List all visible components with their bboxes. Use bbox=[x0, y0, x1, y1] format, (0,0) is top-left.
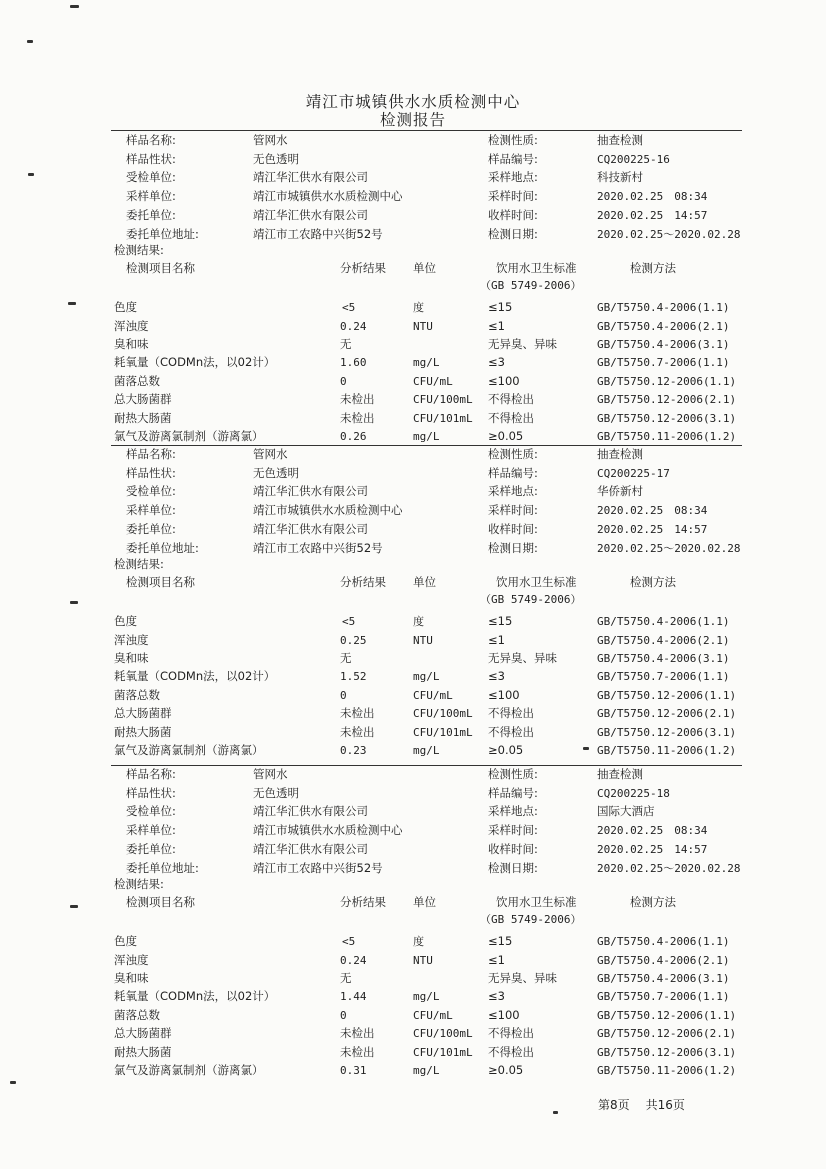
result-method: GB/T5750.4-2006(3.1) bbox=[597, 652, 730, 665]
result-standard: ≥0.05 bbox=[488, 743, 524, 757]
scan-speck bbox=[27, 40, 33, 43]
col-header-result: 分析结果 bbox=[340, 261, 386, 276]
test-nature-value: 抽查检测 bbox=[597, 447, 643, 461]
result-method: GB/T5750.12-2006(3.1) bbox=[597, 1045, 737, 1059]
result-standard: ≤1 bbox=[488, 318, 505, 333]
result-unit: CFU/mL bbox=[413, 1008, 453, 1022]
inspected-unit-label: 受检单位: bbox=[126, 804, 176, 819]
result-item: 耗氧量（CODMn法，以02计） bbox=[114, 355, 276, 370]
col-header-unit: 单位 bbox=[413, 261, 436, 276]
client-address-value: 靖江市工农路中兴街52号 bbox=[253, 860, 383, 875]
sample-status-value: 无色透明 bbox=[253, 785, 299, 800]
result-standard: ≤3 bbox=[488, 355, 505, 370]
sample-no-value: CQ200225-18 bbox=[597, 786, 670, 800]
sampling-time-label: 采样时间: bbox=[488, 823, 538, 838]
result-item: 菌落总数 bbox=[114, 1007, 160, 1022]
report-org-title: 靖江市城镇供水水质检测中心 bbox=[305, 93, 521, 111]
sample-status-label: 样品性状: bbox=[126, 151, 176, 166]
sampling-time-label: 采样时间: bbox=[488, 503, 538, 518]
section-rule bbox=[111, 445, 742, 446]
result-value: 未检出 bbox=[340, 724, 375, 739]
result-method: GB/T5750.4-2006(3.1) bbox=[597, 972, 730, 985]
result-standard: ≤100 bbox=[488, 687, 520, 702]
results-label: 检测结果: bbox=[114, 877, 164, 892]
test-nature-value: 抽查检测 bbox=[597, 767, 643, 781]
sample-status-label: 样品性状: bbox=[126, 785, 176, 800]
result-value: <5 bbox=[342, 615, 356, 629]
result-unit: mg/L bbox=[413, 670, 440, 684]
scan-speck bbox=[583, 747, 589, 750]
sample-name-label: 样品名称: bbox=[126, 447, 176, 461]
result-value: 1.52 bbox=[340, 670, 367, 684]
result-method: GB/T5750.11-2006(1.2) bbox=[597, 1064, 737, 1077]
client-unit-value: 靖江华汇供水有限公司 bbox=[253, 207, 368, 222]
test-nature-value: 抽查检测 bbox=[597, 133, 643, 147]
result-standard: ≤1 bbox=[488, 952, 505, 967]
result-method: GB/T5750.12-2006(3.1) bbox=[597, 411, 737, 425]
result-unit: mg/L bbox=[413, 356, 440, 370]
col-header-item: 检测项目名称 bbox=[126, 895, 195, 910]
sample-name-value: 管网水 bbox=[253, 133, 288, 147]
col-header-method: 检测方法 bbox=[630, 575, 676, 590]
scan-speck bbox=[70, 905, 78, 908]
client-address-value: 靖江市工农路中兴街52号 bbox=[253, 226, 383, 241]
receive-time-value: 2020.02.25 14:57 bbox=[597, 522, 708, 536]
result-unit: CFU/101mL bbox=[413, 411, 473, 425]
sampling-unit-label: 采样单位: bbox=[126, 823, 176, 838]
test-date-label: 检测日期: bbox=[488, 540, 538, 555]
sampling-time-label: 采样时间: bbox=[488, 189, 538, 204]
receive-time-label: 收样时间: bbox=[488, 841, 538, 856]
client-address-label: 委托单位地址: bbox=[126, 226, 199, 241]
sample-no-label: 样品编号: bbox=[488, 785, 538, 800]
result-unit: mg/L bbox=[413, 990, 440, 1004]
result-value: 1.60 bbox=[340, 356, 367, 370]
client-unit-label: 委托单位: bbox=[126, 207, 176, 222]
sample-status-label: 样品性状: bbox=[126, 465, 176, 480]
receive-time-label: 收样时间: bbox=[488, 207, 538, 222]
result-item: 臭和味 bbox=[114, 651, 149, 665]
sample-status-value: 无色透明 bbox=[253, 151, 299, 166]
sample-no-label: 样品编号: bbox=[488, 151, 538, 166]
result-value: 0.24 bbox=[340, 953, 367, 967]
col-header-method: 检测方法 bbox=[630, 895, 676, 910]
sample-status-value: 无色透明 bbox=[253, 465, 299, 480]
result-unit: mg/L bbox=[413, 1064, 440, 1077]
page-number: 第8页 bbox=[598, 1098, 630, 1112]
result-standard: 不得检出 bbox=[488, 724, 534, 739]
result-method: GB/T5750.4-2006(1.1) bbox=[597, 301, 730, 315]
sampling-time-value: 2020.02.25 08:34 bbox=[597, 190, 708, 204]
col-header-method: 检测方法 bbox=[630, 261, 676, 276]
result-value: 0.31 bbox=[340, 1064, 367, 1077]
result-item: 总大肠菌群 bbox=[114, 392, 172, 407]
sampling-time-value: 2020.02.25 08:34 bbox=[597, 824, 708, 838]
receive-time-value: 2020.02.25 14:57 bbox=[597, 842, 708, 856]
test-nature-label: 检测性质: bbox=[488, 133, 538, 147]
sampling-time-value: 2020.02.25 08:34 bbox=[597, 504, 708, 518]
test-date-label: 检测日期: bbox=[488, 226, 538, 241]
result-value: 未检出 bbox=[340, 706, 375, 721]
page-footer bbox=[598, 1096, 701, 1113]
report-title: 检测报告 bbox=[379, 111, 446, 129]
result-item: 臭和味 bbox=[114, 971, 149, 985]
sample-name-value: 管网水 bbox=[253, 767, 288, 781]
result-item: 耗氧量（CODMn法，以02计） bbox=[114, 669, 276, 684]
result-method: GB/T5750.12-2006(2.1) bbox=[597, 707, 737, 721]
scan-speck bbox=[28, 173, 34, 176]
client-unit-label: 委托单位: bbox=[126, 841, 176, 856]
result-unit: 度 bbox=[413, 615, 424, 629]
result-standard: 无异臭、异味 bbox=[488, 971, 557, 985]
result-standard: ≤100 bbox=[488, 373, 520, 388]
result-item: 耗氧量（CODMn法，以02计） bbox=[114, 989, 276, 1004]
result-method: GB/T5750.7-2006(1.1) bbox=[597, 670, 730, 684]
result-value: 未检出 bbox=[340, 392, 375, 407]
client-unit-value: 靖江华汇供水有限公司 bbox=[253, 521, 368, 536]
result-method: GB/T5750.12-2006(2.1) bbox=[597, 1027, 737, 1041]
result-method: GB/T5750.12-2006(2.1) bbox=[597, 393, 737, 407]
sampling-site-value: 华侨新村 bbox=[597, 484, 643, 499]
test-nature-label: 检测性质: bbox=[488, 447, 538, 461]
result-value: 0 bbox=[340, 688, 347, 702]
col-header-standard-sub: （GB 5749-2006） bbox=[480, 279, 582, 293]
result-standard: 不得检出 bbox=[488, 1044, 534, 1059]
result-item: 氯气及游离氯制剂（游离氯） bbox=[114, 743, 264, 757]
results-label: 检测结果: bbox=[114, 557, 164, 572]
result-standard: ≥0.05 bbox=[488, 1063, 524, 1077]
result-method: GB/T5750.4-2006(2.1) bbox=[597, 953, 730, 967]
result-item: 菌落总数 bbox=[114, 687, 160, 702]
result-unit: CFU/100mL bbox=[413, 707, 473, 721]
results-label: 检测结果: bbox=[114, 243, 164, 258]
col-header-unit: 单位 bbox=[413, 895, 436, 910]
result-value: 未检出 bbox=[340, 1026, 375, 1041]
result-method: GB/T5750.4-2006(3.1) bbox=[597, 338, 730, 351]
sampling-unit-label: 采样单位: bbox=[126, 189, 176, 204]
result-standard: 不得检出 bbox=[488, 410, 534, 425]
result-standard: ≤15 bbox=[488, 614, 513, 629]
section-rule bbox=[111, 130, 742, 131]
result-item: 色度 bbox=[114, 300, 137, 315]
scan-speck bbox=[10, 1081, 16, 1084]
result-standard: ≤100 bbox=[488, 1007, 520, 1022]
result-item: 氯气及游离氯制剂（游离氯） bbox=[114, 429, 264, 443]
result-method: GB/T5750.7-2006(1.1) bbox=[597, 356, 730, 370]
result-value: <5 bbox=[342, 301, 356, 315]
test-nature-label: 检测性质: bbox=[488, 767, 538, 781]
sampling-site-value: 科技新村 bbox=[597, 170, 643, 185]
sample-no-value: CQ200225-16 bbox=[597, 152, 670, 166]
col-header-unit: 单位 bbox=[413, 575, 436, 590]
result-method: GB/T5750.12-2006(1.1) bbox=[597, 374, 737, 388]
result-method: GB/T5750.4-2006(1.1) bbox=[597, 935, 730, 949]
receive-time-value: 2020.02.25 14:57 bbox=[597, 208, 708, 222]
result-unit: CFU/mL bbox=[413, 688, 453, 702]
result-standard: ≥0.05 bbox=[488, 429, 524, 443]
col-header-standard: 饮用水卫生标准 bbox=[496, 575, 577, 590]
result-method: GB/T5750.4-2006(2.1) bbox=[597, 633, 730, 647]
sampling-unit-value: 靖江市城镇供水水质检测中心 bbox=[253, 503, 403, 518]
result-method: GB/T5750.12-2006(1.1) bbox=[597, 688, 737, 702]
sampling-unit-value: 靖江市城镇供水水质检测中心 bbox=[253, 823, 403, 838]
result-unit: mg/L bbox=[413, 430, 440, 443]
sampling-site-label: 采样地点: bbox=[488, 804, 538, 819]
result-standard: 无异臭、异味 bbox=[488, 337, 557, 351]
result-value: 无 bbox=[340, 971, 352, 985]
sampling-unit-value: 靖江市城镇供水水质检测中心 bbox=[253, 189, 403, 204]
test-date-value: 2020.02.25～2020.02.28 bbox=[597, 541, 741, 555]
scan-speck bbox=[70, 601, 78, 604]
result-value: 0.24 bbox=[340, 319, 367, 333]
result-standard: ≤15 bbox=[488, 300, 513, 315]
col-header-result: 分析结果 bbox=[340, 895, 386, 910]
inspected-unit-value: 靖江华汇供水有限公司 bbox=[253, 484, 368, 499]
result-unit: CFU/100mL bbox=[413, 393, 473, 407]
col-header-standard: 饮用水卫生标准 bbox=[496, 895, 577, 910]
test-date-value: 2020.02.25～2020.02.28 bbox=[597, 227, 741, 241]
scan-speck bbox=[68, 302, 76, 305]
scan-speck bbox=[70, 5, 79, 8]
sample-name-label: 样品名称: bbox=[126, 133, 176, 147]
sample-name-label: 样品名称: bbox=[126, 767, 176, 781]
result-unit: mg/L bbox=[413, 744, 440, 757]
result-item: 耐热大肠菌 bbox=[114, 410, 172, 425]
sampling-site-label: 采样地点: bbox=[488, 170, 538, 185]
client-address-value: 靖江市工农路中兴街52号 bbox=[253, 540, 383, 555]
result-item: 浑浊度 bbox=[114, 632, 149, 647]
result-standard: ≤15 bbox=[488, 934, 513, 949]
result-unit: CFU/100mL bbox=[413, 1027, 473, 1041]
result-standard: ≤1 bbox=[488, 632, 505, 647]
sample-no-label: 样品编号: bbox=[488, 465, 538, 480]
result-item: 耐热大肠菌 bbox=[114, 1044, 172, 1059]
sampling-unit-label: 采样单位: bbox=[126, 503, 176, 518]
col-header-standard-sub: （GB 5749-2006） bbox=[480, 913, 582, 927]
result-method: GB/T5750.4-2006(2.1) bbox=[597, 319, 730, 333]
inspected-unit-label: 受检单位: bbox=[126, 484, 176, 499]
result-item: 耐热大肠菌 bbox=[114, 724, 172, 739]
client-unit-value: 靖江华汇供水有限公司 bbox=[253, 841, 368, 856]
client-address-label: 委托单位地址: bbox=[126, 540, 199, 555]
result-value: 0 bbox=[340, 374, 347, 388]
result-unit: 度 bbox=[413, 301, 424, 315]
inspected-unit-label: 受检单位: bbox=[126, 170, 176, 185]
result-unit: CFU/101mL bbox=[413, 725, 473, 739]
result-value: 未检出 bbox=[340, 1044, 375, 1059]
client-address-label: 委托单位地址: bbox=[126, 860, 199, 875]
col-header-item: 检测项目名称 bbox=[126, 575, 195, 590]
result-standard: ≤3 bbox=[488, 989, 505, 1004]
result-standard: ≤3 bbox=[488, 669, 505, 684]
result-unit: NTU bbox=[413, 319, 433, 333]
result-method: GB/T5750.7-2006(1.1) bbox=[597, 990, 730, 1004]
result-value: <5 bbox=[342, 935, 356, 949]
sample-no-value: CQ200225-17 bbox=[597, 466, 670, 480]
result-item: 菌落总数 bbox=[114, 373, 160, 388]
result-standard: 无异臭、异味 bbox=[488, 651, 557, 665]
sampling-site-label: 采样地点: bbox=[488, 484, 538, 499]
test-date-label: 检测日期: bbox=[488, 860, 538, 875]
result-item: 浑浊度 bbox=[114, 952, 149, 967]
col-header-standard-sub: （GB 5749-2006） bbox=[480, 593, 582, 607]
scan-speck bbox=[553, 1111, 558, 1114]
col-header-item: 检测项目名称 bbox=[126, 261, 195, 276]
col-header-result: 分析结果 bbox=[340, 575, 386, 590]
result-item: 总大肠菌群 bbox=[114, 706, 172, 721]
result-value: 0.26 bbox=[340, 430, 367, 443]
result-value: 未检出 bbox=[340, 410, 375, 425]
result-value: 无 bbox=[340, 651, 352, 665]
section-rule bbox=[111, 765, 742, 766]
result-item: 总大肠菌群 bbox=[114, 1026, 172, 1041]
result-method: GB/T5750.12-2006(1.1) bbox=[597, 1008, 737, 1022]
result-value: 0.23 bbox=[340, 744, 367, 757]
result-standard: 不得检出 bbox=[488, 392, 534, 407]
result-value: 无 bbox=[340, 337, 352, 351]
result-unit: CFU/101mL bbox=[413, 1045, 473, 1059]
result-item: 色度 bbox=[114, 934, 137, 949]
result-value: 0 bbox=[340, 1008, 347, 1022]
result-method: GB/T5750.11-2006(1.2) bbox=[597, 744, 737, 757]
client-unit-label: 委托单位: bbox=[126, 521, 176, 536]
result-unit: 度 bbox=[413, 935, 424, 949]
result-item: 臭和味 bbox=[114, 337, 149, 351]
result-item: 色度 bbox=[114, 614, 137, 629]
inspected-unit-value: 靖江华汇供水有限公司 bbox=[253, 170, 368, 185]
result-value: 1.44 bbox=[340, 990, 367, 1004]
result-method: GB/T5750.11-2006(1.2) bbox=[597, 430, 737, 443]
result-unit: CFU/mL bbox=[413, 374, 453, 388]
result-standard: 不得检出 bbox=[488, 1026, 534, 1041]
result-item: 氯气及游离氯制剂（游离氯） bbox=[114, 1063, 264, 1077]
page-total: 共16页 bbox=[645, 1098, 685, 1112]
result-standard: 不得检出 bbox=[488, 706, 534, 721]
result-method: GB/T5750.12-2006(3.1) bbox=[597, 725, 737, 739]
test-date-value: 2020.02.25～2020.02.28 bbox=[597, 861, 741, 875]
result-unit: NTU bbox=[413, 633, 433, 647]
result-value: 0.25 bbox=[340, 633, 367, 647]
col-header-standard: 饮用水卫生标准 bbox=[496, 261, 577, 276]
inspected-unit-value: 靖江华汇供水有限公司 bbox=[253, 804, 368, 819]
result-unit: NTU bbox=[413, 953, 433, 967]
result-item: 浑浊度 bbox=[114, 318, 149, 333]
sampling-site-value: 国际大酒店 bbox=[597, 804, 655, 819]
result-method: GB/T5750.4-2006(1.1) bbox=[597, 615, 730, 629]
sample-name-value: 管网水 bbox=[253, 447, 288, 461]
receive-time-label: 收样时间: bbox=[488, 521, 538, 536]
